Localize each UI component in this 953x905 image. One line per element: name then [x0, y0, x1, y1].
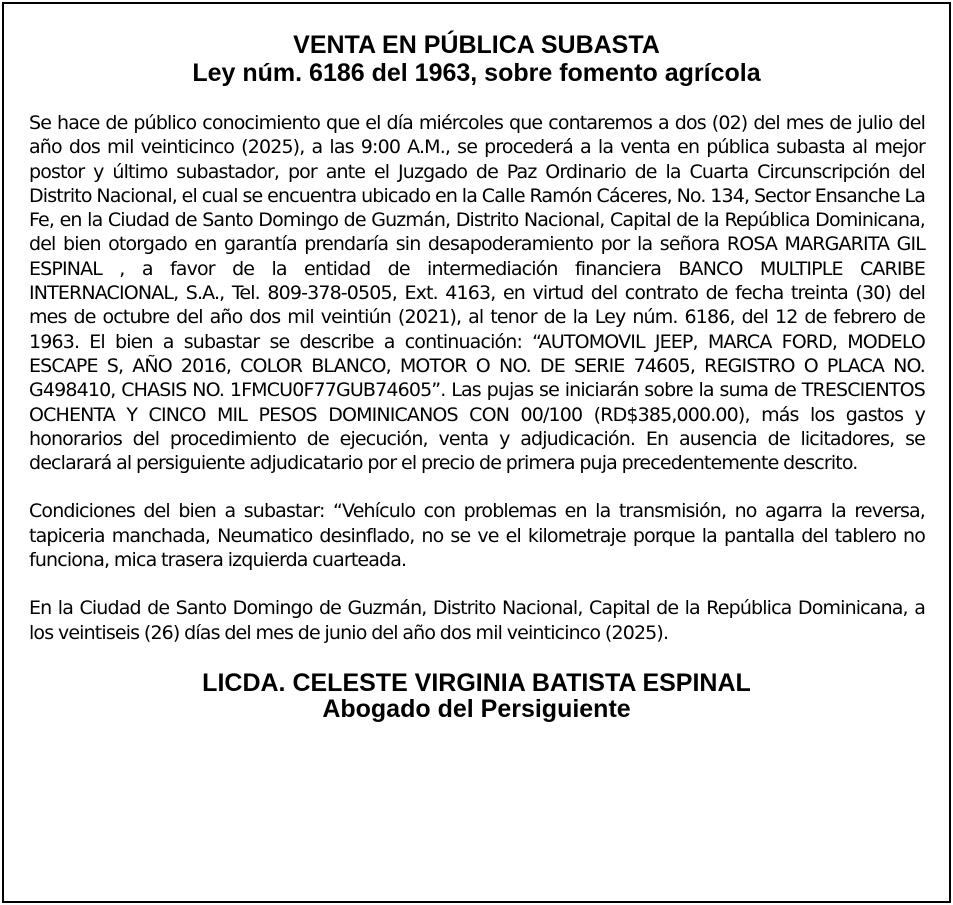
- signature-role: Abogado del Persiguiente: [322, 694, 631, 723]
- notice-header: [4, 31, 949, 87]
- paragraph-place-date: En la Ciudad de Santo Domingo de Guzmán, Distrito Nacional, Capital de la República Dominicana, a los veintiseis (26) días del mes de junio del año dos mil veinticinco (2025).: [29, 597, 925, 644]
- signature-name: LICDA. CELESTE VIRGINIA BATISTA ESPINAL: [202, 668, 751, 697]
- paragraph-conditions: Condiciones del bien a subastar: “Vehículo con problemas en la transmisión, no agarra la reversa, tapiceria manchada, Neumatico desinflado, no se ve el kilometraje porque la pantalla del tablero no funciona, mica trasera izquierda cuarteada.: [29, 500, 925, 572]
- notice-subtitle: Ley núm. 6186 del 1963, sobre fomento agrícola: [192, 59, 761, 87]
- paragraph-spacer: [29, 572, 925, 596]
- paragraph-auction-details: Se hace de público conocimiento que el día miércoles que contaremos a dos (02) del mes de julio del año dos mil veinticinco (2025), a las 9:00 A.M., se procederá a la venta en pública subasta al mejor postor y último subastador, por ante el Juzgado de Paz Ordinario de la Cuarta Circunscripción del Distrito Nacional, el cual se encuentra ubicado en la Calle Ramón Cáceres, No. 134, Sector Ensanche La Fe, en la Ciudad de Santo Domingo de Guzmán, Distrito Nacional, Capital de la República Dominicana, del bien otorgado en garantía prendaría sin desapoderamiento por la señora ROSA MARGARITA GIL ESPINAL , a favor de la entidad de intermediación financiera BANCO MULTIPLE CARIBE INTERNACIONAL, S.A., Tel. 809-378-0505, Ext. 4163, en virtud del contrato de fecha treinta (30) del mes de octubre del año dos mil veintiún (2021), al tenor de la Ley núm. 6186, del 12 de febrero de 1963. El bien a subastar se describe a continuación: “AUTOMOVIL JEEP, MARCA FORD, MODELO ESCAPE S, AÑO 2016, COLOR BLANCO, MOTOR O NO. DE SERIE 74605, REGISTRO O PLACA NO. G498410, CHASIS NO. 1FMCU0F77GUB74605”. Las pujas se iniciarán sobre la suma de TRESCIENTOS OCHENTA Y CINCO MIL PESOS DOMINICANOS CON 00/100 (RD$385,000.00), más los gastos y honorarios del procedimiento de ejecución, venta y adjudicación. En ausencia de licitadores, se declarará al persiguiente adjudicatario por el precio de primera puja precedentemente descrito.: [29, 112, 925, 475]
- notice-body: [29, 111, 925, 645]
- legal-notice: [2, 2, 951, 903]
- signature-block: [4, 670, 949, 722]
- notice-title: VENTA EN PÚBLICA SUBASTA: [293, 31, 660, 59]
- paragraph-spacer: [29, 475, 925, 499]
